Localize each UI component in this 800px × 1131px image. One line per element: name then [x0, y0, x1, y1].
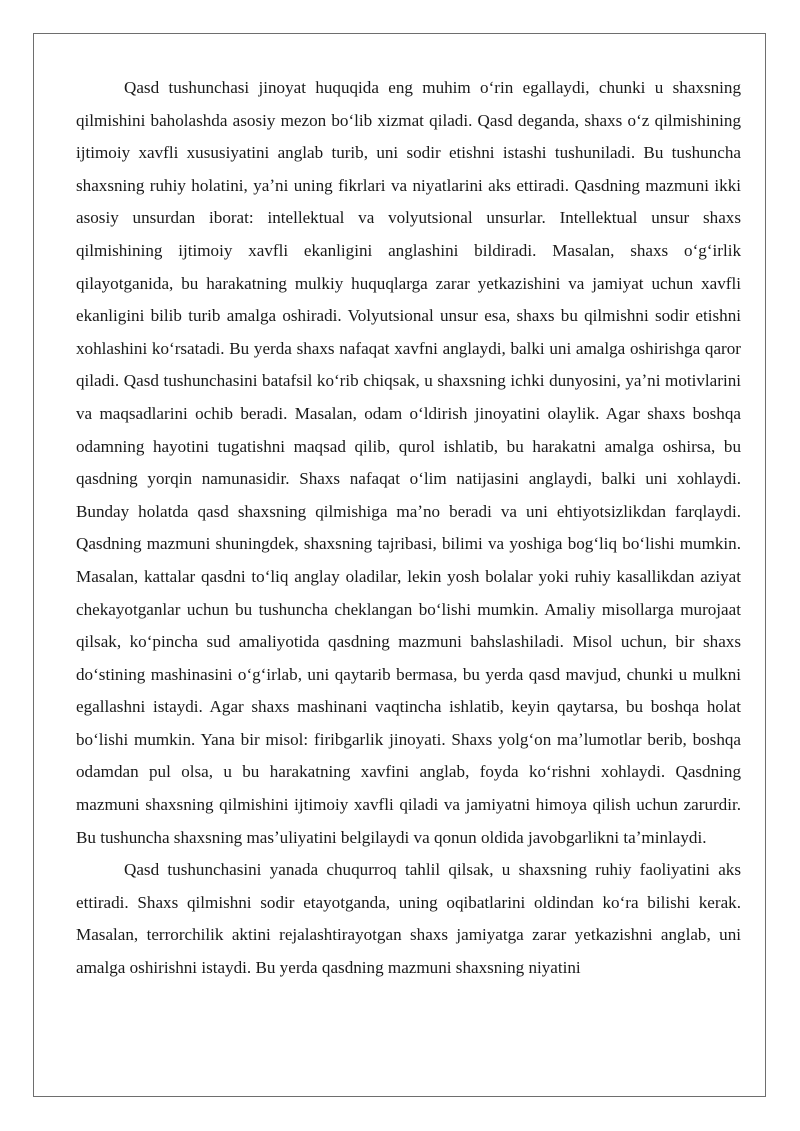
document-body [76, 72, 741, 985]
paragraph-2: Qasd tushunchasini yanada chuqurroq tahlil qilsak, u shaxsning ruhiy faoliyatini aks ettiradi. Shaxs qilmishni sodir etayotganda, uning oqibatlarini oldindan koʻra bilishi kerak. Masalan, terrorchilik aktini rejalashtirayotgan shaxs jamiyatga zarar yetkazishni anglab, uni amalga oshirishni istaydi. Bu yerda qasdning mazmuni shaxsning niyatini [76, 860, 741, 978]
paragraph-1: Qasd tushunchasi jinoyat huquqida eng muhim oʻrin egallaydi, chunki u shaxsning qilmishini baholashda asosiy mezon boʻlib xizmat qiladi. Qasd deganda, shaxs oʻz qilmishining ijtimoiy xavfli xususiyatini anglab turib, uni sodir etishni istashi tushuniladi. Bu tushuncha shaxsning ruhiy holatini, yaʼni uning fikrlari va niyatlarini aks ettiradi. Qasdning mazmuni ikki asosiy unsurdan iborat: intellektual va volyutsional unsurlar. Intellektual unsur shaxs qilmishining ijtimoiy xavfli ekanligini anglashini bildiradi. Masalan, shaxs oʻgʻirlik qilayotganida, bu harakatning mulkiy huquqlarga zarar yetkazishini va jamiyat uchun xavfli ekanligini bilib turib amalga oshiradi. Volyutsional unsur esa, shaxs bu qilmishni sodir etishni xohlashini koʻrsatadi. Bu yerda shaxs nafaqat xavfni anglaydi, balki uni amalga oshirishga qaror qiladi. Qasd tushunchasini batafsil koʻrib chiqsak, u shaxsning ichki dunyosini, yaʼni motivlarini va maqsadlarini ochib beradi. Masalan, odam oʻldirish jinoyatini olaylik. Agar shaxs boshqa odamning hayotini tugatishni maqsad qilib, qurol ishlatib, bu harakatni amalga oshirsa, bu qasdning yorqin namunasidir. Shaxs nafaqat oʻlim natijasini anglaydi, balki uni xohlaydi. Bunday holatda qasd shaxsning qilmishiga maʼno beradi va uni ehtiyotsizlikdan farqlaydi. Qasdning mazmuni shuningdek, shaxsning tajribasi, bilimi va yoshiga bogʻliq boʻlishi mumkin. Masalan, kattalar qasdni toʻliq anglay oladilar, lekin yosh bolalar yoki ruhiy kasallikdan aziyat chekayotganlar uchun bu tushuncha cheklangan boʻlishi mumkin. Amaliy misollarga murojaat qilsak, koʻpincha sud amaliyotida qasdning mazmuni bahslashiladi. Misol uchun, bir shaxs doʻstining mashinasini oʻgʻirlab, uni qaytarib bermasa, bu yerda qasd mavjud, chunki u mulkni egallashni istaydi. Agar shaxs mashinani vaqtincha ishlatib, keyin qaytarsa, bu boshqa holat boʻlishi mumkin. Yana bir misol: firibgarlik jinoyati. Shaxs yolgʻon maʼlumotlar berib, boshqa odamdan pul olsa, u bu harakatning xavfini anglab, foyda koʻrishni xohlaydi. Qasdning mazmuni shaxsning qilmishini ijtimoiy xavfli qiladi va jamiyatni himoya qilish uchun zarurdir. Bu tushuncha shaxsning masʼuliyatini belgilaydi va qonun oldida javobgarlikni taʼminlaydi. [76, 78, 741, 847]
